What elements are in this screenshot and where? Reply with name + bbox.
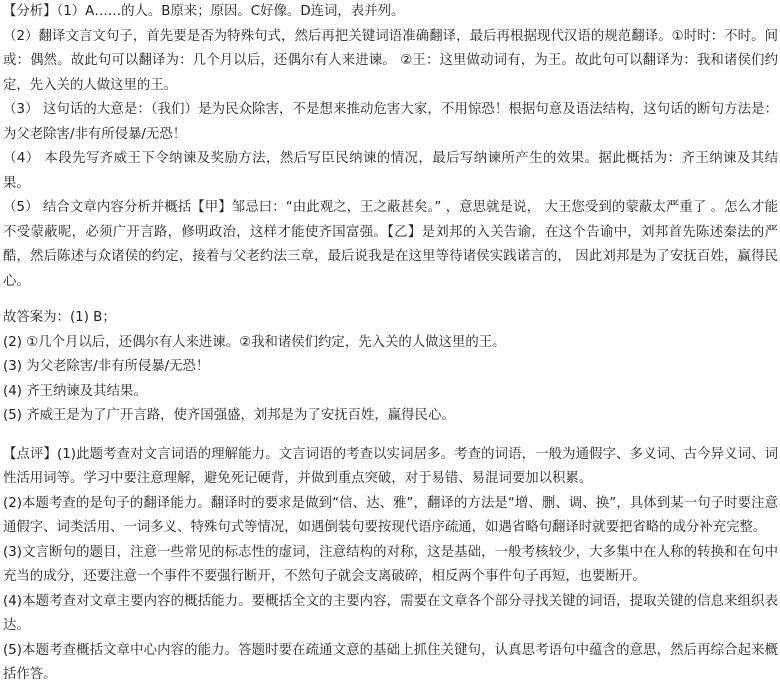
analysis-paragraph-4: （4） 本段先写齐威王下令纳谏及奖励方法，然后写臣民纳谏的情况，最后写纳谏所产生的效果。据此概括为：齐王纳谏及其结果。	[3, 151, 778, 191]
analysis-paragraph-1: 【分析】（1）A……的人。B原来；原因。C好像。D连词，表并列。	[3, 4, 405, 19]
comment-paragraph-2: (2)本题考查的是句子的翻译能力。翻译时的要求是做到“信、达、雅”，翻译的方法是“增、删、调、换”，具体到某一句子时要注意通假字、词类活用、一词多义、特殊句式等情况，如遇倒装句要按现代语序疏通，如遇省略句翻译时就要把省略的成分补充完整。	[3, 495, 778, 535]
answer-section	[3, 306, 778, 429]
comment-section	[3, 443, 778, 688]
answer-line-2: (2) ①几个月以后，还偶尔有人来进谏。②我和诸侯们约定，先入关的人做这里的王。	[3, 334, 506, 350]
analysis-section	[3, 0, 778, 294]
analysis-paragraph-2: （2）翻译文言文句子，首先要是否为特殊句式，然后再把关键词语准确翻译，最后再根据现代汉语的规范翻译。①时时：不时。间或：偶然。故此句可以翻译为：几个月以后，还偶尔有人来进谏。 ②王：这里做动词有，为王。故此句可以翻译为：我和诸侯们约定，先入关的人做这里的王。	[3, 28, 778, 93]
analysis-paragraph-5: （5） 结合文章内容分析并概括【甲】邹忌曰：“由此观之，王之蔽甚矣。” ，意思就是说， 大王您受到的蒙蔽太严重了 。怎么才能不受蒙蔽呢，必须广开言路，修明政治，这样才能使齐国富强。【乙】是刘邦的入关告谕，在这个告谕中，刘邦首先陈述秦法的严酷，然后陈述与众诸侯的约定，接着与父老约法三章，最后说我是在这里等待诸侯实践诺言的， 因此刘邦是为了安抚百姓，赢得民心。	[3, 200, 778, 289]
analysis-paragraph-3: （3） 这句话的大意是：（我们）是为民众除害，不是想来推动危害大家，不用惊恐！根据句意及语法结构，这句话的断句方法是：为父老除害/非有所侵暴/无恐！	[3, 102, 778, 142]
comment-paragraph-5: (5)本题考查概括文章中心内容的能力。答题时要在疏通文意的基础上抓住关键句，认真思考语句中蕴含的意思，然后再综合起来概括作答。	[3, 642, 778, 682]
answer-line-5: (5) 齐威王是为了广开言路，使齐国强盛，刘邦是为了安抚百姓，赢得民心。	[3, 408, 455, 423]
comment-paragraph-4: (4)本题考查对文章主要内容的概括能力。要概括全文的主要内容，需要在文章各个部分寻找关键的词语，提取关键的信息来组织表达。	[3, 593, 778, 633]
answer-line-1: 故答案为：(1) B；	[3, 310, 116, 325]
answer-line-4: (4) 齐王纳谏及其结果。	[3, 383, 147, 399]
answer-line-3: (3) 为父老除害/非有所侵暴/无恐！	[3, 359, 210, 374]
comment-paragraph-1: 【点评】(1)此题考查对文言词语的理解能力。文言词语的考查以实词居多。考查的词语，一般为通假字、多义词、古今异义词、词性活用词等。学习中要注意理解，避免死记硬背，并做到重点突破，对于易错、易混词要加以积累。	[3, 446, 778, 486]
comment-paragraph-3: (3)文言断句的题目，注意一些常见的标志性的虚词，注意结构的对称，这是基础，一般考核较少，大多集中在人称的转换和在句中充当的成分，还要注意一个事件不要强行断开，不然句子就会支离破碎，相反两个事件句子再短，也要断开。	[3, 544, 778, 584]
